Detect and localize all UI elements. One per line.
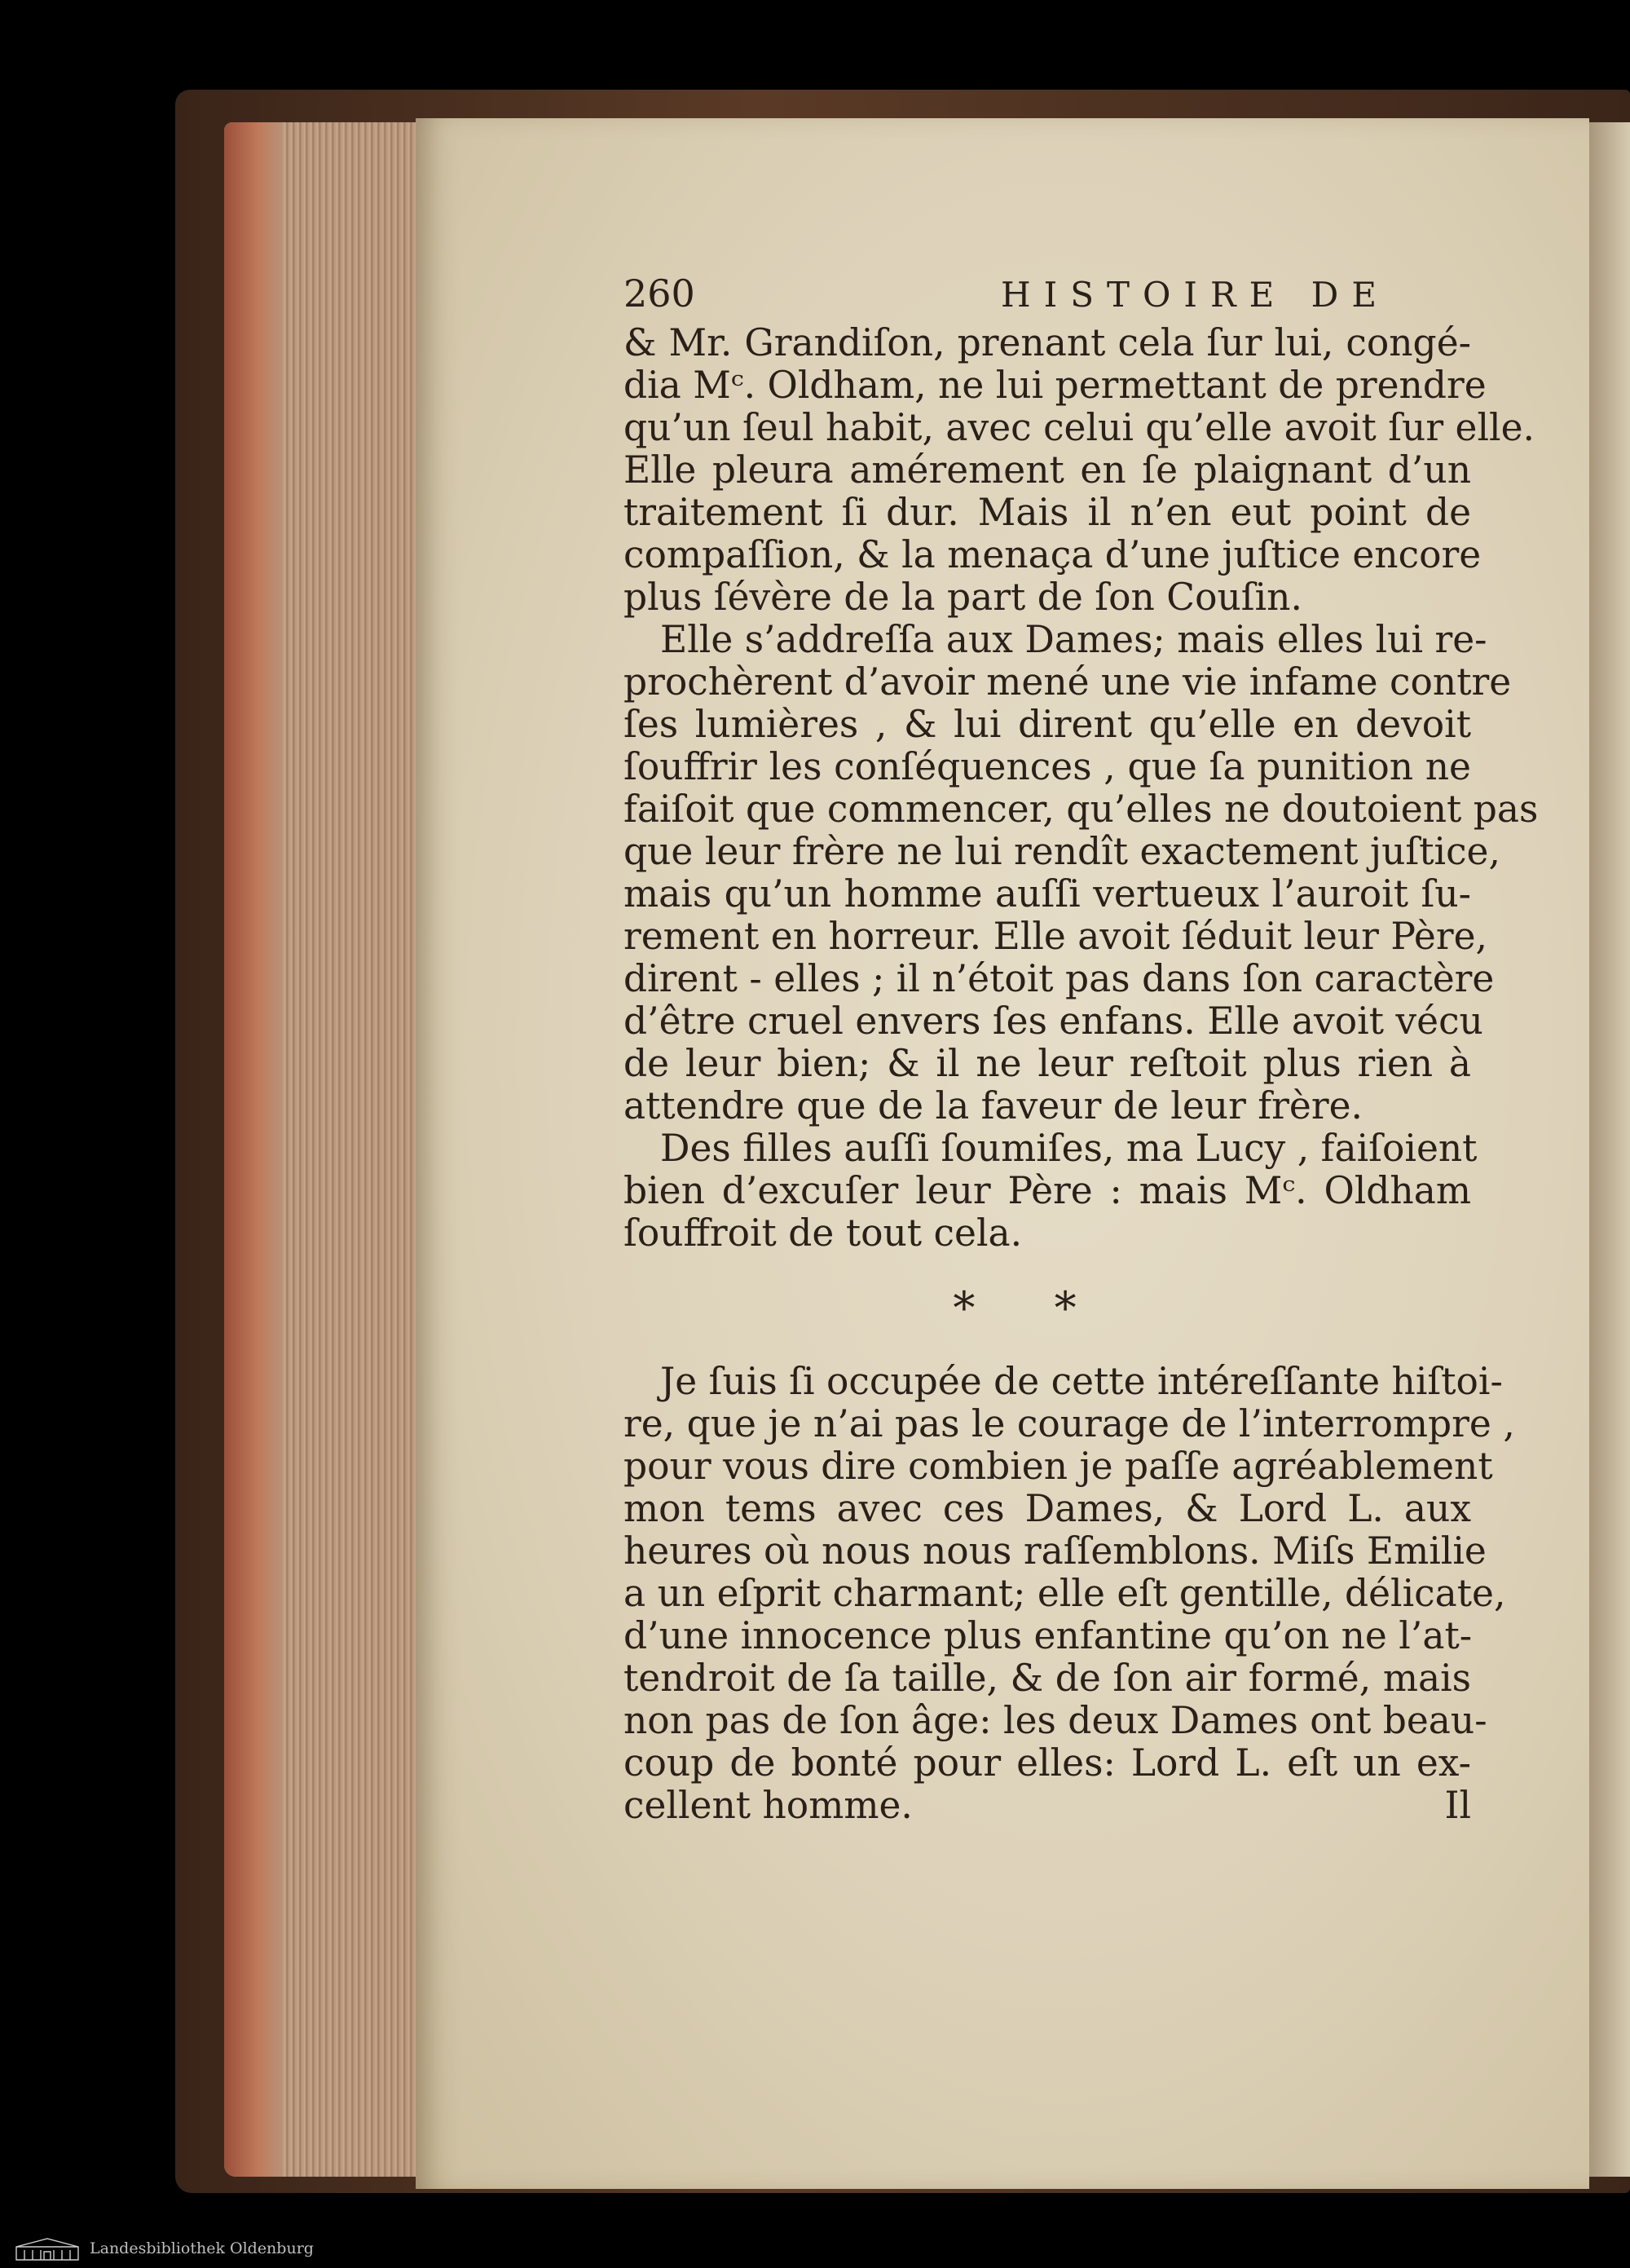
- book-page: [416, 118, 1589, 2189]
- text-line: & Mr. Grandiſon, prenant cela ſur lui, congé-: [623, 321, 1471, 364]
- text-line: ſouffroit de tout cela.: [623, 1211, 1023, 1255]
- text-line: dirent - elles ; il n’étoit pas dans ſon caractère: [623, 957, 1495, 1000]
- text-line: plus ſévère de la part de ſon Couſin.: [623, 576, 1302, 619]
- text-line: dia Mᶜ. Oldham, ne lui permettant de prendre: [623, 364, 1487, 407]
- text-line: a un eſprit charmant; elle eſt gentille, délicate,: [623, 1572, 1506, 1615]
- library-building-icon: [13, 2235, 82, 2261]
- text-line: d’une innocence plus enfantine qu’on ne l’at-: [623, 1614, 1473, 1657]
- text-line: coup de bonté pour elles: Lord L. eſt un ex-: [623, 1741, 1471, 1785]
- text-line: Des filles auſſi ſoumiſes, ma Lucy , faiſoient: [660, 1127, 1478, 1170]
- text-line: que leur frère ne lui rendît exactement juſtice,: [623, 830, 1500, 873]
- page-edges: [224, 122, 420, 2177]
- final-line: [623, 1785, 1471, 1827]
- running-title: HISTOIRE DE: [1001, 275, 1390, 315]
- text-line: re, que je n’ai pas le courage de l’interrompre ,: [623, 1402, 1515, 1445]
- text-line: mon tems avec ces Dames, & Lord L. aux: [623, 1487, 1471, 1530]
- text-line: prochèrent d’avoir mené une vie infame contre: [623, 660, 1512, 704]
- text-line: mais qu’un homme auſſi vertueux l’auroit ſu-: [623, 872, 1471, 916]
- paragraph-4: [623, 1360, 1515, 1827]
- text-line: non pas de ſon âge: les deux Dames ont beau-: [623, 1699, 1487, 1742]
- text-line: pour vous dire combien je paſſe agréablement: [623, 1445, 1493, 1488]
- text-line: attendre que de la faveur de leur frère.: [623, 1084, 1363, 1127]
- text-line: faiſoit que commencer, qu’elles ne doutoient pas: [623, 788, 1539, 831]
- text-line: Elle s’addreſſa aux Dames; mais elles lui re-: [660, 618, 1487, 661]
- library-footer: [0, 2229, 1630, 2268]
- text-line: tendroit de ſa taille, & de ſon air formé, mais: [623, 1657, 1471, 1700]
- paragraph-2: [623, 618, 1539, 1127]
- section-separator: * *: [953, 1282, 1109, 1334]
- text-line: traitement ſi dur. Mais il n’en eut point de: [623, 491, 1471, 534]
- text-line: de leur bien; & il ne leur reſtoit plus rien à: [623, 1042, 1471, 1085]
- text-line: cellent homme.: [623, 1784, 913, 1827]
- catchword: Il: [1444, 1784, 1471, 1827]
- library-name: Landesbibliothek Oldenburg: [90, 2239, 314, 2257]
- paragraph-1: [623, 321, 1535, 619]
- text-line: qu’un ſeul habit, avec celui qu’elle avoit ſur elle.: [623, 406, 1535, 449]
- text-line: rement en horreur. Elle avoit ſéduit leur Père,: [623, 915, 1487, 958]
- text-line: heures où nous nous raſſemblons. Miſs Emilie: [623, 1529, 1487, 1573]
- text-line: ſes lumières , & lui dirent qu’elle en devoit: [623, 703, 1471, 746]
- page-number: 260: [623, 271, 695, 315]
- paragraph-3: [623, 1127, 1478, 1255]
- text-line: Elle pleura amérement en ſe plaignant d’un: [623, 448, 1471, 492]
- text-line: Je ſuis ſi occupée de cette intéreſſante hiſtoi-: [660, 1360, 1503, 1403]
- text-line: bien d’excuſer leur Père : mais Mᶜ. Oldham: [623, 1169, 1471, 1212]
- text-line: compaſſion, & la menaça d’une juſtice encore: [623, 533, 1482, 576]
- facing-page-edge: [1589, 122, 1630, 2177]
- page-header: [623, 271, 1471, 322]
- text-line: d’être cruel envers ſes enfans. Elle avoit vécu: [623, 999, 1483, 1043]
- text-line: ſouffrir les conſéquences , que ſa punition ne: [623, 745, 1471, 788]
- page-text: [623, 271, 1539, 1827]
